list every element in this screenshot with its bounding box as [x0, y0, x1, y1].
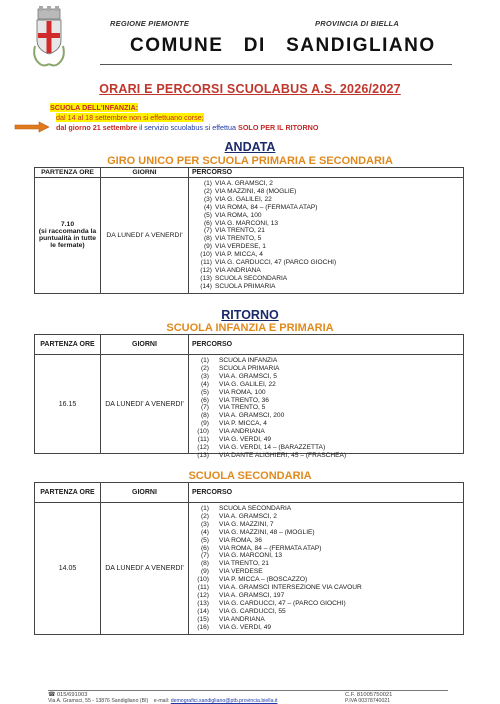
stop-address: VIA VERDESE, 1	[215, 243, 266, 251]
stop-address: VIA ROMA, 100	[215, 211, 262, 219]
col-route: PERCORSO	[189, 483, 464, 503]
stop-number: (16)	[197, 623, 209, 631]
route-stop	[195, 204, 461, 212]
stop-number: (15)	[197, 615, 209, 623]
stop-number: (6)	[200, 544, 209, 552]
stop-address: VIA TRENTO, 5	[219, 404, 266, 412]
route-stop	[195, 552, 461, 560]
table-header-row	[35, 483, 464, 503]
route-stop	[195, 600, 461, 608]
stop-address: VIA G. GALILEI, 22	[219, 380, 276, 388]
coat-of-arms-logo	[32, 6, 66, 68]
andata-heading: ANDATA	[224, 140, 276, 154]
stop-address: VIA G. CARDUCCI, 55	[219, 607, 286, 615]
stop-number: (5)	[200, 536, 209, 544]
ritorno-subheading: SCUOLA INFANZIA E PRIMARIA	[166, 322, 334, 334]
stop-number: (8)	[203, 235, 212, 243]
stop-address: VIA A. GRAMSCI, 197	[219, 591, 285, 599]
stop-number: (2)	[200, 512, 209, 520]
col-departure: PARTENZA ORE	[35, 168, 101, 178]
stop-address: VIA G. VERDI, 49	[219, 436, 272, 444]
table-row	[35, 503, 464, 635]
days-cell: DA LUNEDI' A VENERDI'	[101, 503, 189, 635]
andata-table	[34, 167, 464, 294]
ritorno-heading: RITORNO	[221, 308, 279, 322]
route-stop	[195, 568, 461, 576]
secondaria-table	[34, 482, 464, 635]
route-stop	[195, 576, 461, 584]
col-route: PERCORSO	[189, 168, 464, 178]
stop-number: (3)	[200, 372, 209, 380]
stop-number: (1)	[203, 180, 212, 187]
stop-address: VIA VERDESE	[219, 568, 263, 576]
route-stop	[195, 188, 461, 196]
departure-time: 7.10	[60, 221, 75, 229]
route-cell	[189, 178, 464, 294]
stop-address: VIA MAZZINI, 48 (MOGLIE)	[215, 187, 297, 195]
days-cell: DA LUNEDI' A VENERDI'	[101, 355, 189, 454]
table-row	[35, 178, 464, 294]
punctuality-note: (si raccomanda la puntualità in tutte le fermate)	[38, 228, 97, 250]
route-stop	[195, 212, 461, 220]
notice-no-service: dal 14 al 18 settembre non si effettuano corse;	[56, 113, 204, 122]
route-stop	[195, 381, 461, 389]
stop-number: (8)	[200, 560, 209, 568]
route-stop	[195, 584, 461, 592]
stop-number: (10)	[197, 428, 209, 436]
stop-number: (10)	[200, 251, 212, 259]
ritorno-table	[34, 334, 464, 459]
stop-number: (14)	[200, 282, 212, 290]
stop-address: VIA G. CARDUCCI, 47 (PARCO GIOCHI)	[215, 259, 337, 267]
stop-address: VIA A. GRAMSCI, 200	[219, 412, 285, 420]
route-stop	[195, 389, 461, 397]
stop-address: VIA TRENTO, 5	[215, 235, 262, 243]
stop-number: (13)	[197, 599, 209, 607]
route-stop	[195, 365, 461, 373]
col-days: GIORNI	[101, 335, 189, 355]
notice-return-only: SOLO PER IL RITORNO	[238, 123, 319, 132]
stop-address: SCUOLA INFANZIA	[219, 357, 278, 364]
route-stop	[195, 259, 461, 267]
days-cell: DA LUNEDI' A VENERDI'	[101, 178, 189, 294]
route-stop	[195, 452, 461, 460]
document-title: ORARI E PERCORSI SCUOLABUS A.S. 2026/2027	[99, 82, 401, 96]
stop-address: VIA TRENTO, 21	[215, 227, 265, 235]
route-stop	[195, 220, 461, 228]
route-stop	[195, 436, 461, 444]
route-stop	[195, 283, 461, 291]
footer-phone: ☎ 015/691003	[48, 692, 88, 698]
notice-heading: SCUOLA DELL'INFANZIA:	[50, 103, 139, 112]
route-stop	[195, 592, 461, 600]
footer-piva: P.IVA 00378740021	[345, 698, 391, 704]
route-stop	[195, 537, 461, 545]
stop-address: VIA ROMA, 84 – (FERMATA ATAP)	[219, 544, 322, 552]
stop-address: VIA G. MAZZINI, 7	[219, 520, 274, 528]
stop-number: (9)	[203, 243, 212, 251]
route-stop	[195, 404, 461, 412]
stop-address: VIA ANDRIANA	[219, 428, 265, 436]
footer-cf: C.F. 81005750021	[345, 692, 393, 698]
departure-cell	[35, 178, 101, 294]
andata-subheading: GIRO UNICO PER SCUOLA PRIMARIA E SECONDARIA	[107, 155, 393, 167]
stop-number: (11)	[197, 436, 209, 444]
stop-number: (7)	[200, 404, 209, 412]
stop-address: VIA A. GRAMSCI INTERSEZIONE VIA CAVOUR	[219, 584, 362, 592]
route-stop	[195, 196, 461, 204]
stop-address: VIA G. VERDI, 14 – (BARAZZETTA)	[219, 443, 326, 451]
stop-number: (1)	[200, 505, 209, 512]
stop-number: (1)	[200, 357, 209, 364]
route-stop	[195, 373, 461, 381]
stop-number: (12)	[197, 591, 209, 599]
route-stop	[195, 420, 461, 428]
route-stop	[195, 235, 461, 243]
kindergarten-notice	[50, 103, 318, 133]
stop-number: (12)	[197, 443, 209, 451]
route-stop	[195, 521, 461, 529]
route-stop	[195, 529, 461, 537]
stop-address: VIA TRENTO, 36	[219, 396, 269, 404]
route-stop	[195, 560, 461, 568]
stop-number: (9)	[200, 568, 209, 576]
stop-number: (10)	[197, 576, 209, 584]
stop-number: (7)	[200, 552, 209, 560]
stop-address: SCUOLA SECONDARIA	[215, 274, 288, 282]
route-stop	[195, 428, 461, 436]
stop-address: SCUOLA PRIMARIA	[215, 282, 276, 290]
route-stop	[195, 616, 461, 624]
stop-number: (7)	[203, 227, 212, 235]
stop-address: VIA ANDRIANA	[215, 266, 261, 274]
col-days: GIORNI	[101, 168, 189, 178]
stop-address: VIA G. GALILEI, 22	[215, 195, 272, 203]
route-list	[191, 505, 461, 632]
stop-address: SCUOLA SECONDARIA	[219, 505, 292, 512]
stop-number: (4)	[200, 380, 209, 388]
stop-address: VIA ROMA, 100	[219, 388, 266, 396]
stop-address: VIA A. GRAMSCI, 2	[219, 512, 277, 520]
stop-number: (5)	[200, 388, 209, 396]
route-stop	[195, 397, 461, 405]
col-departure: PARTENZA ORE	[35, 335, 101, 355]
route-cell	[189, 355, 464, 459]
stop-address: VIA ROMA, 36	[219, 536, 262, 544]
route-list	[191, 180, 461, 291]
stop-address: VIA G. CARDUCCI, 47 – (PARCO GIOCHI)	[219, 599, 346, 607]
route-cell	[189, 503, 464, 635]
stop-address: VIA G. MARCONI, 13	[219, 552, 283, 560]
arrow-right-icon	[15, 122, 49, 132]
route-stop	[195, 243, 461, 251]
stop-address: VIA A. GRAMSCI, 5	[219, 372, 277, 380]
col-departure: PARTENZA ORE	[35, 483, 101, 503]
notice-date: dal giorno 21 settembre	[56, 123, 138, 132]
departure-time: 16.15	[35, 355, 101, 454]
province-label: PROVINCIA DI BIELLA	[315, 19, 399, 28]
stop-number: (2)	[200, 364, 209, 372]
stop-address: VIA DANTE ALIGHIERI, 45 – (FRASCHEA)	[219, 451, 347, 459]
route-stop	[195, 227, 461, 235]
route-stop	[195, 505, 461, 513]
route-stop	[195, 180, 461, 188]
route-stop	[195, 412, 461, 420]
stop-address: VIA A. GRAMSCI, 2	[215, 180, 273, 187]
region-label: REGIONE PIEMONTE	[110, 19, 190, 28]
stop-number: (5)	[203, 211, 212, 219]
stop-number: (12)	[200, 266, 212, 274]
stop-address: VIA G. MARCONI, 13	[215, 219, 279, 227]
stop-address: VIA P. MICCA, 4	[219, 420, 267, 428]
stop-address: VIA P. MICCA – (BOSCAZZO)	[219, 576, 308, 584]
stop-number: (8)	[200, 412, 209, 420]
stop-address: SCUOLA PRIMARIA	[219, 364, 280, 372]
stop-number: (14)	[197, 607, 209, 615]
route-stop	[195, 608, 461, 616]
footer-email-label: e-mail:	[153, 698, 171, 704]
route-stop	[195, 275, 461, 283]
stop-number: (3)	[203, 195, 212, 203]
stop-number: (11)	[200, 259, 212, 267]
header-divider	[100, 64, 452, 65]
route-stop	[195, 545, 461, 553]
table-row	[35, 355, 464, 454]
stop-number: (6)	[203, 219, 212, 227]
table-header-row	[35, 168, 464, 178]
stop-address: VIA TRENTO, 21	[219, 560, 269, 568]
stop-address: VIA P. MICCA, 4	[215, 251, 263, 259]
notice-text: il servizio scuolabus si effettua	[137, 123, 239, 132]
departure-time: 14.05	[35, 503, 101, 635]
stop-number: (2)	[203, 187, 212, 195]
stop-number: (4)	[200, 528, 209, 536]
stop-number: (6)	[200, 396, 209, 404]
stop-number: (3)	[200, 520, 209, 528]
route-list	[191, 357, 461, 460]
stop-number: (11)	[197, 584, 209, 592]
stop-number: (4)	[203, 203, 212, 211]
footer-address-line	[48, 698, 391, 704]
route-stop	[195, 267, 461, 275]
stop-address: VIA G. VERDI, 49	[219, 623, 272, 631]
municipality-name: COMUNE DI SANDIGLIANO	[130, 35, 436, 56]
stop-address: VIA G. MAZZINI, 48 – (MOGLIE)	[219, 528, 315, 536]
footer-email-link[interactable]: demografici.sandigliano@ptb.provincia.biella.it	[170, 698, 278, 704]
stop-address: VIA ROMA, 84 – (FERMATA ATAP)	[215, 203, 318, 211]
route-stop	[195, 624, 461, 632]
table-header-row	[35, 335, 464, 355]
col-days: GIORNI	[101, 483, 189, 503]
stop-number: (13)	[197, 451, 209, 459]
stop-number: (9)	[200, 420, 209, 428]
col-route: PERCORSO	[189, 335, 464, 355]
footer-address: Via A. Gramsci, 55 - 13876 Sandigliano (BI)	[48, 698, 149, 704]
stop-address: VIA ANDRIANA	[219, 615, 265, 623]
stop-number: (13)	[200, 274, 212, 282]
route-stop	[195, 513, 461, 521]
route-stop	[195, 357, 461, 365]
route-stop	[195, 251, 461, 259]
route-stop	[195, 444, 461, 452]
secondaria-subheading: SCUOLA SECONDARIA	[188, 470, 312, 482]
